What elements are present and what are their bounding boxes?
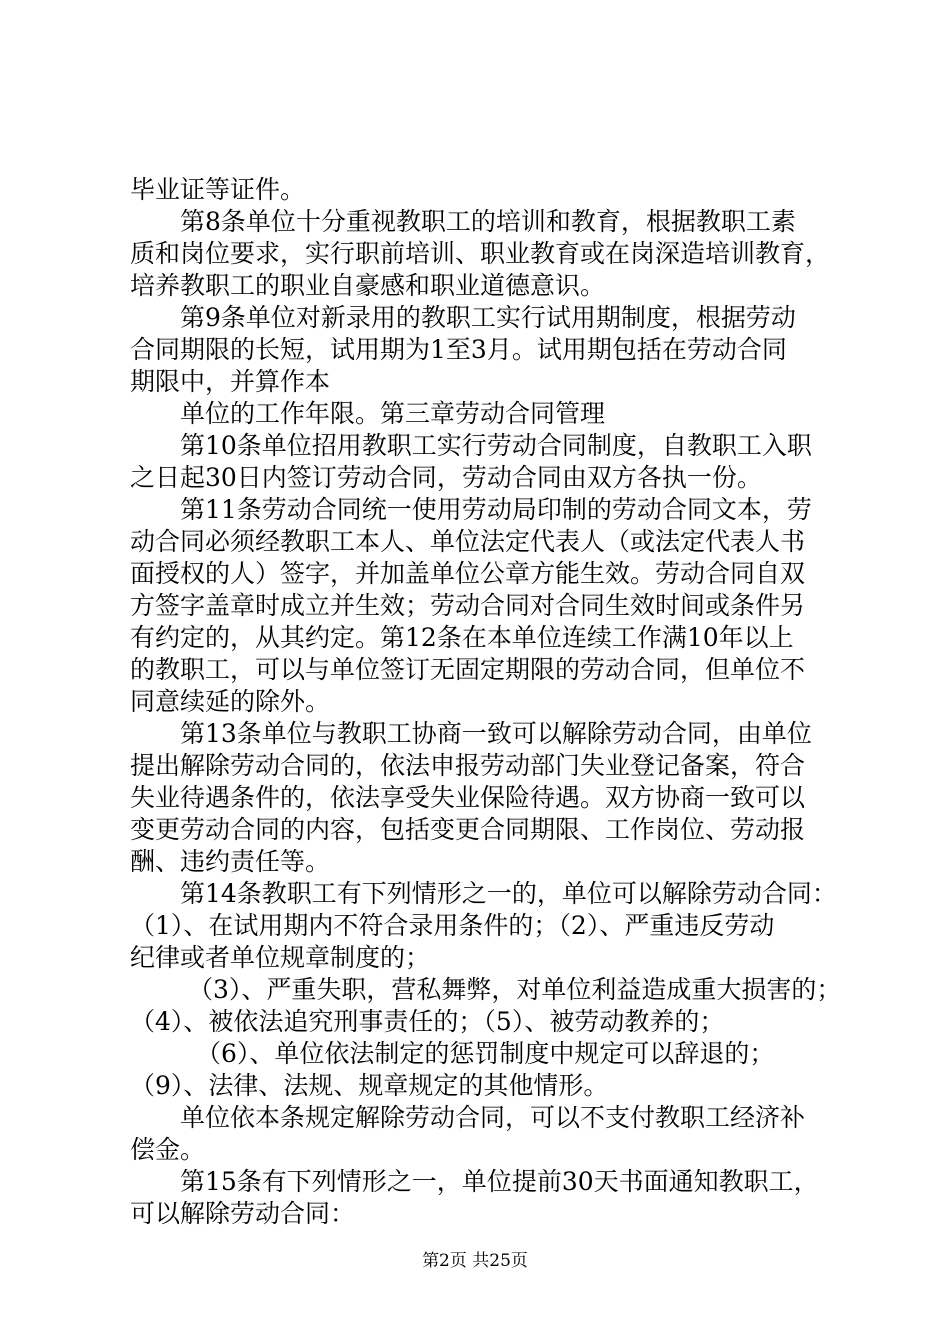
- text-line: 变更劳动合同的内容，包括变更合同期限、工作岗位、劳动报: [130, 815, 806, 844]
- text-line: 质和岗位要求，实行职前培训、职业教育或在岗深造培训教育，: [130, 239, 831, 268]
- text-line: （3）、严重失职，营私舞弊，对单位利益造成重大损害的；: [188, 975, 842, 1004]
- text-line: （4）、被依法追究刑事责任的；（5）、被劳动教养的；: [130, 1007, 725, 1036]
- text-line: 第13条单位与教职工协商一致可以解除劳动合同，由单位: [180, 719, 812, 748]
- text-line: 动合同必须经教职工本人、单位法定代表人（或法定代表人书: [130, 527, 806, 556]
- text-line: 培养教职工的职业自豪感和职业道德意识。: [130, 271, 606, 300]
- text-line: 第15条有下列情形之一，单位提前30天书面通知教职工，: [180, 1167, 819, 1196]
- text-line: （6）、单位依法制定的惩罚制度中规定可以辞退的；: [196, 1039, 775, 1068]
- text-line: （1）、在试用期内不符合录用条件的；（2）、严重违反劳动: [130, 911, 775, 940]
- text-line: 单位的工作年限。第三章劳动合同管理: [180, 399, 606, 428]
- text-line: 期限中，并算作本: [130, 367, 331, 396]
- text-line: 面授权的人）签字，并加盖单位公章方能生效。劳动合同自双: [130, 559, 806, 588]
- text-line: 有约定的，从其约定。第12条在本单位连续工作满10年以上: [130, 623, 794, 652]
- text-line: 之日起30日内签订劳动合同，劳动合同由双方各执一份。: [130, 463, 762, 492]
- text-line: 纪律或者单位规章制度的；: [130, 943, 431, 972]
- text-line: 第10条单位招用教职工实行劳动合同制度，自教职工入职: [180, 431, 812, 460]
- text-line: 合同期限的长短，试用期为1至3月。试用期包括在劳动合同: [130, 335, 787, 364]
- text-line: 的教职工，可以与单位签订无固定期限的劳动合同，但单位不: [130, 655, 806, 684]
- text-line: 同意续延的除外。: [130, 687, 331, 716]
- text-line: 方签字盖章时成立并生效；劳动合同对合同生效时间或条件另: [130, 591, 806, 620]
- text-line: 第14条教职工有下列情形之一的，单位可以解除劳动合同：: [180, 879, 837, 908]
- text-line: 失业待遇条件的，依法享受失业保险待遇。双方协商一致可以: [130, 783, 806, 812]
- text-line: 单位依本条规定解除劳动合同，可以不支付教职工经济补: [180, 1103, 806, 1132]
- text-line: 偿金。: [130, 1135, 206, 1164]
- text-line: 提出解除劳动合同的，依法申报劳动部门失业登记备案，符合: [130, 751, 806, 780]
- text-line: （9）、法律、法规、规章规定的其他情形。: [130, 1071, 609, 1100]
- text-line: 毕业证等证件。: [130, 175, 306, 204]
- text-line: 可以解除劳动合同：: [130, 1199, 356, 1228]
- text-line: 第11条劳动合同统一使用劳动局印制的劳动合同文本，劳: [180, 495, 812, 524]
- text-line: 酬、违约责任等。: [130, 847, 331, 876]
- page-footer: 第2页 共25页: [422, 1251, 528, 1271]
- text-line: 第9条单位对新录用的教职工实行试用期制度，根据劳动: [180, 303, 796, 332]
- text-line: 第8条单位十分重视教职工的培训和教育，根据教职工素: [180, 207, 796, 236]
